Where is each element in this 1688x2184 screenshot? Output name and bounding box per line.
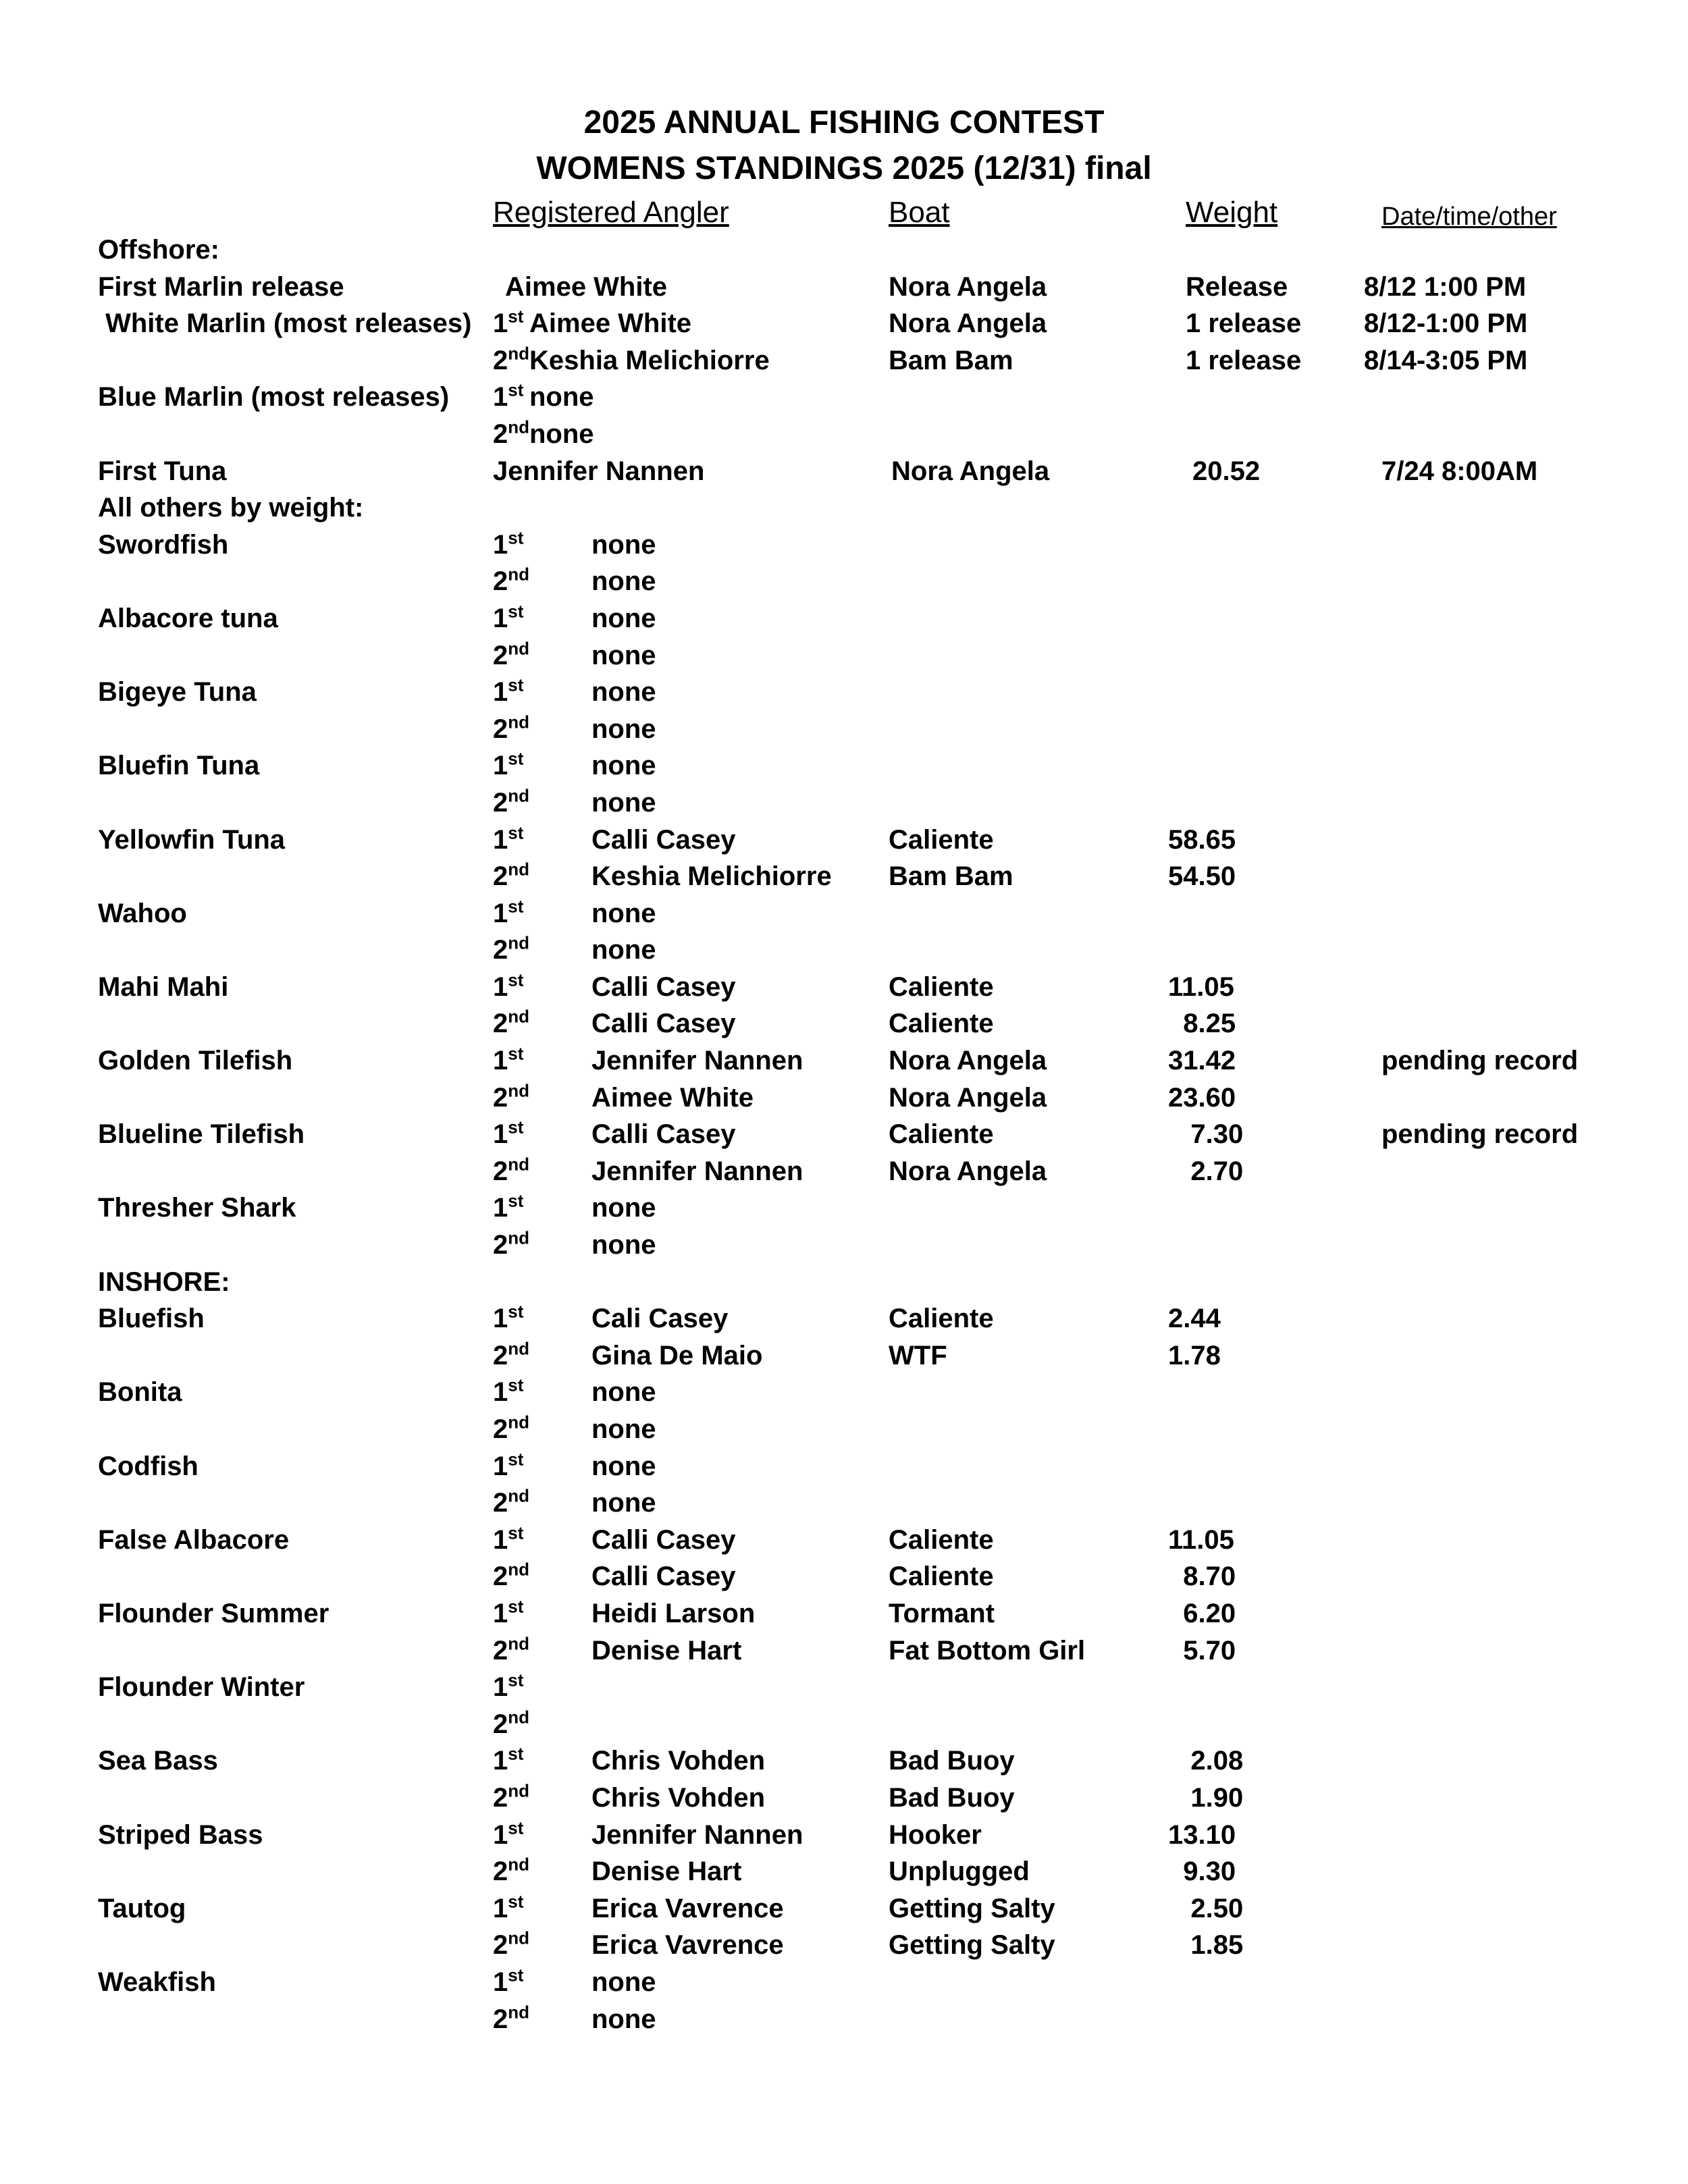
- boat-name: Getting Salty: [889, 1930, 1055, 1961]
- table-row: [0, 416, 1688, 453]
- table-row: [0, 1522, 1688, 1559]
- weight-value: 2.70: [1168, 1156, 1244, 1186]
- category-label: Flounder Summer: [98, 1598, 329, 1628]
- category-label: INSHORE:: [98, 1267, 230, 1297]
- angler-name: Cali Casey: [591, 1304, 729, 1334]
- place-label: 2nd: [493, 1154, 530, 1186]
- category-label: False Albacore: [98, 1524, 290, 1555]
- place-label: 1st: [493, 527, 524, 560]
- place-label: 1st: [493, 1965, 524, 1997]
- angler-name: Chris Vohden: [591, 1782, 766, 1813]
- table-row: [0, 1005, 1688, 1042]
- angler-name: Aimee White: [591, 1082, 754, 1113]
- weight-value: 1.90: [1168, 1782, 1244, 1813]
- angler-name: none: [591, 935, 656, 965]
- weight-value: 8.70: [1168, 1562, 1236, 1592]
- weight-value: 58.65: [1168, 824, 1236, 855]
- weight-value: 23.60: [1168, 1082, 1236, 1113]
- weight-value: 6.20: [1168, 1598, 1236, 1628]
- table-row: [0, 1742, 1688, 1780]
- angler-name: Calli Casey: [591, 971, 736, 1002]
- boat-name: Bad Buoy: [889, 1782, 1015, 1813]
- table-row: [0, 1632, 1688, 1670]
- place-label: 2nd: [493, 1227, 530, 1260]
- weight-value: 1 release: [1186, 309, 1302, 339]
- table-row: [0, 932, 1688, 969]
- place-label: 2nd: [493, 1007, 530, 1039]
- place-label: 2nd: [493, 638, 530, 670]
- place-label: 1st: [493, 306, 524, 339]
- angler-name: none: [591, 751, 656, 781]
- table-row: [0, 1448, 1688, 1485]
- boat-name: Nora Angela: [891, 456, 1050, 486]
- boat-name: Bad Buoy: [889, 1746, 1015, 1776]
- table-row: [0, 379, 1688, 416]
- place-label: 2nd: [493, 1080, 530, 1113]
- table-row: [0, 305, 1688, 342]
- place-label: 1st: [493, 1744, 524, 1776]
- boat-name: Caliente: [889, 824, 994, 855]
- header-boat: Boat: [889, 196, 950, 229]
- angler-name: none: [591, 787, 656, 818]
- table-row: [0, 747, 1688, 784]
- angler-name: none: [591, 603, 656, 633]
- place-label: 1st: [493, 1375, 524, 1408]
- place-label: 1st: [493, 822, 524, 855]
- boat-name: Bam Bam: [889, 861, 1013, 892]
- angler-name: none: [591, 714, 656, 744]
- place-label: 1st: [493, 1522, 524, 1555]
- category-label: Codfish: [98, 1451, 199, 1481]
- table-row: [0, 563, 1688, 600]
- category-label: Bluefish: [98, 1304, 205, 1334]
- place-label: 1st: [493, 1191, 524, 1223]
- weight-value: 11.05: [1168, 971, 1234, 1002]
- place-label: 2nd: [493, 932, 530, 965]
- place-label: 2nd: [493, 1412, 530, 1444]
- category-label: Wahoo: [98, 898, 187, 928]
- weight-value: 11.05: [1168, 1524, 1234, 1555]
- weight-value: 20.52: [1192, 456, 1261, 486]
- boat-name: Caliente: [889, 1304, 994, 1334]
- table-row: [0, 969, 1688, 1006]
- angler-name: none: [591, 898, 656, 928]
- table-row: [0, 1080, 1688, 1117]
- angler-name: none: [529, 419, 594, 449]
- place-label: 2nd: [493, 712, 530, 744]
- table-row: [0, 342, 1688, 379]
- table-row: [0, 1153, 1688, 1190]
- boat-name: Caliente: [889, 971, 994, 1002]
- place-label: 2nd: [493, 1854, 530, 1887]
- category-label: Albacore tuna: [98, 603, 278, 633]
- place-label: 2nd: [493, 417, 530, 449]
- table-row: [0, 711, 1688, 748]
- table-row: [0, 1116, 1688, 1153]
- category-label: Bigeye Tuna: [98, 677, 257, 708]
- boat-name: Nora Angela: [889, 1082, 1047, 1113]
- table-row: [0, 1706, 1688, 1743]
- angler-name: Jennifer Nannen: [591, 1156, 803, 1186]
- category-label: Golden Tilefish: [98, 1046, 293, 1076]
- standings-table: [0, 232, 1688, 2037]
- table-row: [0, 1190, 1688, 1227]
- angler-name: none: [591, 677, 656, 708]
- place-label: 1st: [493, 1043, 524, 1076]
- angler-name: Erica Vavrence: [591, 1930, 784, 1961]
- place-label: 1st: [493, 601, 524, 633]
- table-row: [0, 674, 1688, 711]
- place-label: 2nd: [493, 1633, 530, 1666]
- place-label: 1st: [493, 748, 524, 781]
- table-row: [0, 1337, 1688, 1375]
- category-label: All others by weight:: [98, 493, 364, 523]
- header-weight: Weight: [1186, 196, 1278, 229]
- date-time-value: 7/24 8:00AM: [1381, 456, 1538, 486]
- angler-name: Calli Casey: [591, 1524, 736, 1555]
- boat-name: Getting Salty: [889, 1893, 1055, 1923]
- date-time-value: 8/12 1:00 PM: [1364, 271, 1527, 302]
- table-row: [0, 1890, 1688, 1927]
- angler-name: Calli Casey: [591, 1119, 736, 1150]
- table-row: [0, 489, 1688, 527]
- place-label: 1st: [493, 1449, 524, 1481]
- boat-name: Nora Angela: [889, 271, 1047, 302]
- table-row: [0, 1780, 1688, 1817]
- category-label: Bonita: [98, 1377, 182, 1408]
- category-label: Yellowfin Tuna: [98, 824, 286, 855]
- header-date-time-other: Date/time/other: [1381, 203, 1557, 231]
- angler-name: Jennifer Nannen: [591, 1819, 803, 1850]
- place-label: 1st: [493, 896, 524, 928]
- boat-name: Caliente: [889, 1562, 994, 1592]
- angler-name: Heidi Larson: [591, 1598, 756, 1628]
- place-label: 2nd: [493, 1338, 530, 1370]
- weight-value: 9.30: [1168, 1857, 1236, 1887]
- angler-name: none: [591, 1377, 656, 1408]
- place-label: 2nd: [493, 1707, 530, 1739]
- angler-name: Chris Vohden: [591, 1746, 766, 1776]
- table-row: [0, 600, 1688, 637]
- place-label: 2nd: [493, 343, 530, 375]
- boat-name: Hooker: [889, 1819, 982, 1850]
- angler-name: none: [591, 566, 656, 597]
- place-label: 1st: [493, 1891, 524, 1923]
- category-label: First Marlin release: [98, 271, 344, 302]
- place-label: 2nd: [493, 1485, 530, 1518]
- table-row: [0, 1595, 1688, 1632]
- angler-name: Aimee White: [505, 271, 668, 302]
- table-row: [0, 1264, 1688, 1301]
- place-label: 2nd: [493, 859, 530, 892]
- table-row: [0, 1042, 1688, 1080]
- angler-name: Denise Hart: [591, 1857, 742, 1887]
- angler-name: Calli Casey: [591, 1562, 736, 1592]
- weight-value: 2.08: [1168, 1746, 1244, 1776]
- place-label: 1st: [493, 380, 524, 412]
- table-row: [0, 858, 1688, 895]
- angler-name: Calli Casey: [591, 1009, 736, 1039]
- weight-value: 8.25: [1168, 1009, 1236, 1039]
- place-label: 2nd: [493, 785, 530, 818]
- table-row: [0, 784, 1688, 822]
- place-label: 1st: [493, 1301, 524, 1334]
- weight-value: 31.42: [1168, 1046, 1236, 1076]
- table-row: [0, 1227, 1688, 1264]
- angler-name: Denise Hart: [591, 1635, 742, 1666]
- boat-name: Tormant: [889, 1598, 995, 1628]
- boat-name: Caliente: [889, 1009, 994, 1039]
- category-label: Thresher Shark: [98, 1193, 296, 1223]
- place-label: 2nd: [493, 1927, 530, 1961]
- table-row: [0, 822, 1688, 859]
- angler-name: none: [591, 1230, 656, 1260]
- angler-name: Keshia Melichiorre: [591, 861, 832, 892]
- angler-name: Jennifer Nannen: [493, 456, 705, 486]
- angler-name: Gina De Maio: [591, 1340, 763, 1370]
- category-label: Flounder Winter: [98, 1672, 305, 1703]
- category-label: Swordfish: [98, 529, 229, 560]
- place-label: 2nd: [493, 564, 530, 597]
- angler-name: Erica Vavrence: [591, 1893, 784, 1923]
- category-label: Blue Marlin (most releases): [98, 382, 450, 412]
- table-row: [0, 1853, 1688, 1890]
- table-row: [0, 453, 1688, 490]
- table-row: [0, 527, 1688, 564]
- date-time-value: 8/14-3:05 PM: [1364, 345, 1528, 375]
- table-row: [0, 269, 1688, 306]
- angler-name: Calli Casey: [591, 824, 736, 855]
- table-row: [0, 232, 1688, 269]
- boat-name: Nora Angela: [889, 309, 1047, 339]
- weight-value: 5.70: [1168, 1635, 1236, 1666]
- category-label: Bluefin Tuna: [98, 751, 260, 781]
- place-label: 1st: [493, 674, 524, 708]
- angler-name: none: [591, 529, 656, 560]
- header-registered-angler: Registered Angler: [493, 196, 729, 229]
- place-label: 1st: [493, 1596, 524, 1628]
- date-time-value: 8/12-1:00 PM: [1364, 309, 1528, 339]
- place-label: 1st: [493, 1817, 524, 1850]
- angler-name: none: [591, 1967, 656, 1997]
- table-row: [0, 1485, 1688, 1522]
- standings-subtitle: WOMENS STANDINGS 2025 (12/31) final: [536, 151, 1152, 186]
- angler-name: none: [591, 640, 656, 670]
- category-label: Blueline Tilefish: [98, 1119, 305, 1150]
- weight-value: 2.50: [1168, 1893, 1244, 1923]
- category-label: White Marlin (most releases): [98, 309, 472, 339]
- angler-name: none: [591, 1451, 656, 1481]
- table-row: [0, 1817, 1688, 1854]
- category-label: Tautog: [98, 1893, 186, 1923]
- contest-title: 2025 ANNUAL FISHING CONTEST: [583, 105, 1105, 140]
- weight-value: 1.85: [1168, 1930, 1244, 1961]
- boat-name: Unplugged: [889, 1857, 1030, 1887]
- place-label: 2nd: [493, 1560, 530, 1592]
- category-label: First Tuna: [98, 456, 227, 486]
- table-row: [0, 1669, 1688, 1706]
- weight-value: 2.44: [1168, 1304, 1221, 1334]
- table-row: [0, 1558, 1688, 1595]
- weight-value: 13.10: [1168, 1819, 1236, 1850]
- table-row: [0, 1300, 1688, 1337]
- table-row: [0, 1374, 1688, 1411]
- table-row: [0, 895, 1688, 932]
- angler-name: none: [591, 1488, 656, 1518]
- table-row: [0, 1411, 1688, 1448]
- other-note: pending record: [1381, 1119, 1579, 1150]
- boat-name: Caliente: [889, 1524, 994, 1555]
- other-note: pending record: [1381, 1046, 1579, 1076]
- boat-name: WTF: [889, 1340, 947, 1370]
- boat-name: Caliente: [889, 1119, 994, 1150]
- angler-name: none: [591, 1414, 656, 1444]
- angler-name: Aimee White: [529, 309, 692, 339]
- weight-value: Release: [1186, 271, 1288, 302]
- boat-name: Fat Bottom Girl: [889, 1635, 1086, 1666]
- place-label: 2nd: [493, 2002, 530, 2034]
- boat-name: Nora Angela: [889, 1046, 1047, 1076]
- place-label: 1st: [493, 1117, 524, 1150]
- table-row: [0, 1927, 1688, 1964]
- category-label: Offshore:: [98, 235, 219, 265]
- weight-value: 7.30: [1168, 1119, 1244, 1150]
- weight-value: 1.78: [1168, 1340, 1221, 1370]
- place-label: 2nd: [493, 1780, 530, 1813]
- weight-value: 54.50: [1168, 861, 1236, 892]
- angler-name: Keshia Melichiorre: [529, 345, 770, 375]
- table-row: [0, 2001, 1688, 2038]
- angler-name: Jennifer Nannen: [591, 1046, 803, 1076]
- boat-name: Nora Angela: [889, 1156, 1047, 1186]
- table-row: [0, 1964, 1688, 2001]
- angler-name: none: [591, 2004, 656, 2034]
- category-label: Weakfish: [98, 1967, 216, 1997]
- boat-name: Bam Bam: [889, 345, 1013, 375]
- angler-name: none: [591, 1193, 656, 1223]
- weight-value: 1 release: [1186, 345, 1302, 375]
- table-row: [0, 637, 1688, 674]
- place-label: 1st: [493, 1670, 524, 1703]
- category-label: Striped Bass: [98, 1819, 263, 1850]
- angler-name: none: [529, 382, 594, 412]
- place-label: 1st: [493, 969, 524, 1002]
- category-label: Sea Bass: [98, 1746, 218, 1776]
- category-label: Mahi Mahi: [98, 971, 229, 1002]
